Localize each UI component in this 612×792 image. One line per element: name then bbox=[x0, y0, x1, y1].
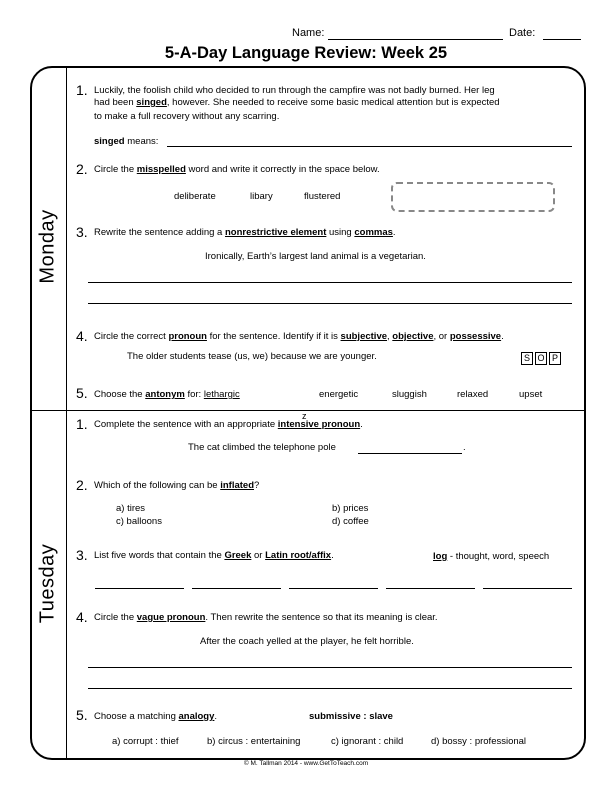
question-text: Circle the vague pronoun. Then rewrite the sentence so that its meaning is clear. bbox=[94, 612, 438, 623]
antonym-option[interactable]: sluggish bbox=[392, 389, 427, 400]
choice-option[interactable]: d) coffee bbox=[332, 516, 369, 527]
answer-line[interactable] bbox=[483, 588, 572, 589]
antonym-option[interactable]: relaxed bbox=[457, 389, 489, 400]
sop-boxes bbox=[521, 348, 563, 366]
choice-option[interactable]: c) balloons bbox=[116, 516, 162, 527]
sentence: Ironically, Earth’s largest land animal is a vegetarian. bbox=[205, 251, 426, 262]
question-text: Rewrite the sentence adding a nonrestrictive element using commas. bbox=[94, 227, 396, 238]
answer-line[interactable] bbox=[88, 667, 572, 668]
day-label-monday: Monday bbox=[36, 209, 59, 284]
answer-box[interactable] bbox=[391, 182, 555, 212]
question-number: 5. bbox=[76, 385, 88, 401]
antonym-option[interactable]: energetic bbox=[319, 389, 359, 400]
question-number: 3. bbox=[76, 547, 88, 563]
analogy-option[interactable]: c) ignorant : child bbox=[331, 736, 404, 747]
root-definition: log - thought, word, speech bbox=[433, 551, 550, 562]
analogy-option[interactable]: b) circus : entertaining bbox=[207, 736, 301, 747]
answer-line[interactable] bbox=[95, 588, 184, 589]
sop-box-p[interactable]: P bbox=[549, 352, 561, 365]
sop-box-o[interactable]: O bbox=[535, 352, 547, 365]
day-column-divider bbox=[66, 68, 67, 758]
answer-line[interactable] bbox=[88, 303, 572, 304]
answer-line[interactable] bbox=[88, 282, 572, 283]
answer-line[interactable] bbox=[289, 588, 378, 589]
question-number: 2. bbox=[76, 161, 88, 177]
question-number: 2. bbox=[76, 477, 88, 493]
analogy-option[interactable]: a) corrupt : thief bbox=[112, 736, 179, 747]
sop-box-s[interactable]: S bbox=[521, 352, 533, 365]
choice-option[interactable]: a) tires bbox=[116, 503, 146, 514]
question-number: 1. bbox=[76, 416, 88, 432]
question-text: Luckily, the foolish child who decided to run through the campfire was not badly burned. Her leg bbox=[94, 85, 495, 96]
stray-mark: z bbox=[302, 411, 307, 421]
sentence-end: . bbox=[463, 442, 466, 453]
question-text: Circle the correct pronoun for the sentence. Identify if it is subjective, objective, or possessive. bbox=[94, 331, 504, 342]
sentence: The cat climbed the telephone pole bbox=[188, 442, 336, 453]
question-text: Choose the antonym for: lethargic bbox=[94, 389, 240, 400]
question-text: Complete the sentence with an appropriate intensive pronoun. bbox=[94, 419, 363, 430]
answer-prompt: singed means: bbox=[94, 136, 159, 147]
answer-line[interactable] bbox=[192, 588, 281, 589]
sentence: The older students tease (us, we) because we are younger. bbox=[127, 351, 377, 362]
date-label: Date: bbox=[509, 27, 536, 39]
question-text: Circle the misspelled word and write it correctly in the space below. bbox=[94, 164, 380, 175]
question-number: 4. bbox=[76, 328, 88, 344]
question-text: to make a full recovery without any scarring. bbox=[94, 111, 280, 122]
word-option[interactable]: deliberate bbox=[174, 191, 216, 202]
question-text: had been singed, however. She needed to receive some basic medical attention but is expected bbox=[94, 97, 500, 108]
copyright-footer: © M. Tallman 2014 - www.GetToTeach.com bbox=[243, 760, 369, 767]
name-field[interactable] bbox=[328, 39, 503, 40]
choice-option[interactable]: b) prices bbox=[332, 503, 369, 514]
answer-line[interactable] bbox=[88, 688, 572, 689]
word-option[interactable]: flustered bbox=[304, 191, 341, 202]
answer-line[interactable] bbox=[358, 453, 462, 454]
analogy-prompt: submissive : slave bbox=[309, 711, 393, 722]
question-text: List five words that contain the Greek or Latin root/affix. bbox=[94, 550, 334, 561]
question-number: 5. bbox=[76, 707, 88, 723]
question-text: Choose a matching analogy. bbox=[94, 711, 218, 722]
answer-line[interactable] bbox=[167, 146, 572, 147]
answer-line[interactable] bbox=[386, 588, 475, 589]
word-option[interactable]: libary bbox=[250, 191, 273, 202]
date-field[interactable] bbox=[543, 39, 581, 40]
question-number: 1. bbox=[76, 82, 88, 98]
page-title: 5-A-Day Language Review: Week 25 bbox=[164, 44, 448, 62]
question-number: 4. bbox=[76, 609, 88, 625]
name-label: Name: bbox=[292, 27, 325, 39]
antonym-option[interactable]: upset bbox=[519, 389, 543, 400]
day-label-tuesday: Tuesday bbox=[36, 543, 59, 624]
question-number: 3. bbox=[76, 224, 88, 240]
day-row-divider bbox=[30, 410, 584, 411]
analogy-option[interactable]: d) bossy : professional bbox=[431, 736, 527, 747]
sentence: After the coach yelled at the player, he felt horrible. bbox=[200, 636, 414, 647]
question-text: Which of the following can be inflated? bbox=[94, 480, 260, 491]
